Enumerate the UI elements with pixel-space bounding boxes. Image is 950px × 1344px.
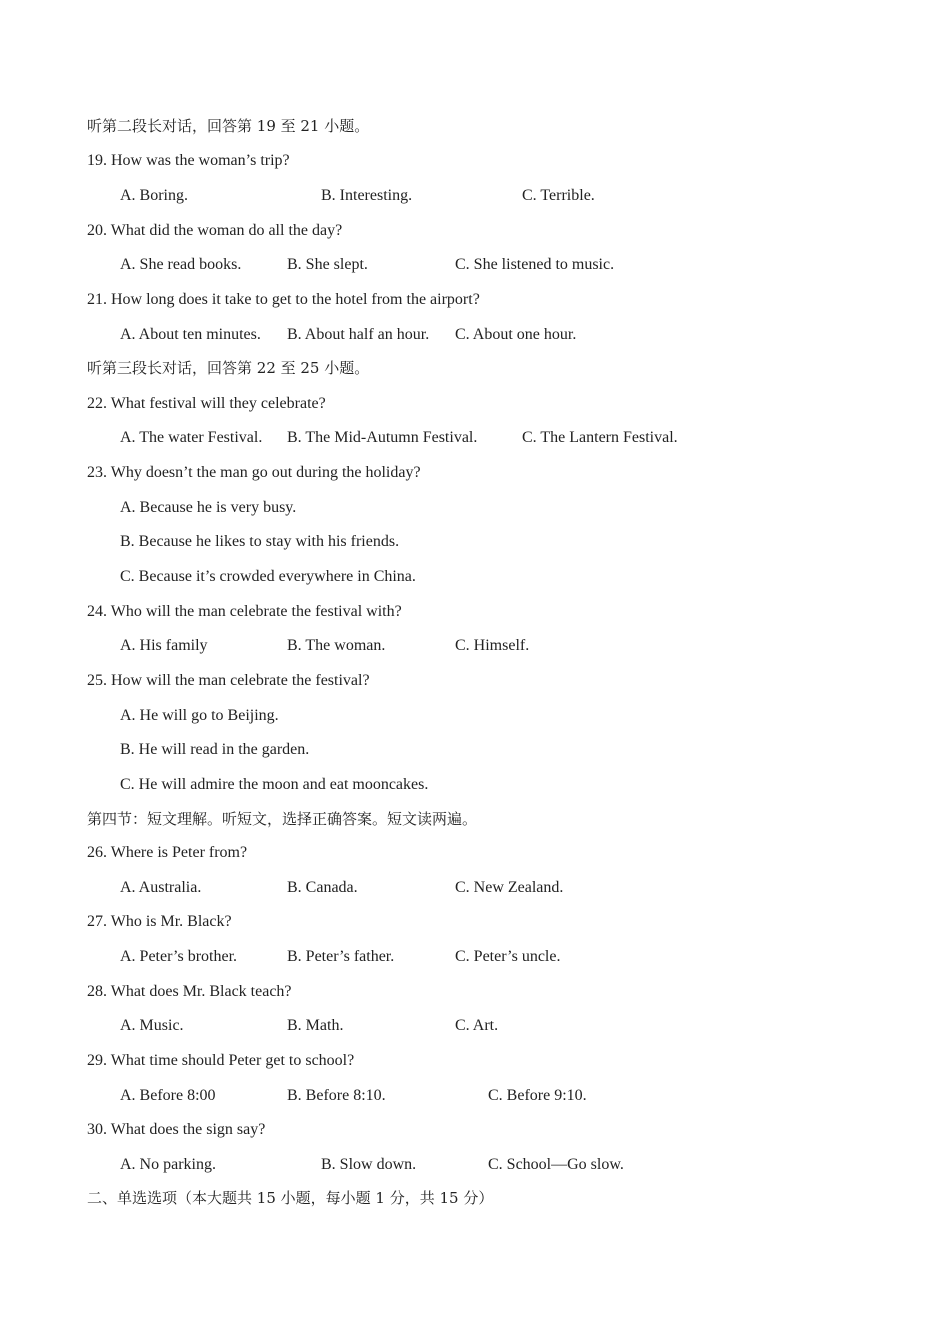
option-c: C. Because it’s crowded everywhere in China. [120, 568, 416, 585]
option-b: B. She slept. [287, 256, 368, 273]
question-stem: 26. Where is Peter from? [87, 844, 248, 861]
option-b: B. The Mid-Autumn Festival. [287, 429, 478, 446]
option-b: B. The woman. [287, 637, 386, 654]
option-c: C. Himself. [455, 637, 530, 654]
option-a: A. About ten minutes. [120, 326, 261, 343]
option-c: C. Before 9:10. [488, 1087, 587, 1104]
option-a: A. Because he is very busy. [120, 499, 297, 516]
option-a: A. His family [120, 637, 208, 654]
question-stem: 21. How long does it take to get to the hotel from the airport? [87, 291, 480, 308]
option-b: B. Math. [287, 1017, 344, 1034]
option-a: A. Boring. [120, 187, 188, 204]
option-c: C. School—Go slow. [488, 1156, 624, 1173]
option-c: C. He will admire the moon and eat mooncakes. [120, 776, 429, 793]
question-stem: 22. What festival will they celebrate? [87, 395, 326, 412]
option-a: A. Peter’s brother. [120, 948, 238, 965]
option-b: B. Canada. [287, 879, 358, 896]
option-b: B. He will read in the garden. [120, 741, 310, 758]
option-a: A. Australia. [120, 879, 202, 896]
option-a: A. Music. [120, 1017, 184, 1034]
option-a: A. The water Festival. [120, 429, 263, 446]
question-stem: 28. What does Mr. Black teach? [87, 983, 292, 1000]
option-b: B. About half an hour. [287, 326, 430, 343]
question-stem: 30. What does the sign say? [87, 1121, 266, 1138]
question-stem: 20. What did the woman do all the day? [87, 222, 343, 239]
option-a: A. No parking. [120, 1156, 216, 1173]
question-stem: 27. Who is Mr. Black? [87, 913, 232, 930]
question-stem: 25. How will the man celebrate the festival? [87, 672, 370, 689]
option-a: A. She read books. [120, 256, 242, 273]
question-stem: 19. How was the woman’s trip? [87, 152, 290, 169]
section-intro: 听第三段长对话，回答第 22 至 25 小题。 [87, 359, 370, 377]
option-c: C. She listened to music. [455, 256, 615, 273]
option-a: A. Before 8:00 [120, 1087, 216, 1104]
section-intro: 听第二段长对话，回答第 19 至 21 小题。 [87, 117, 370, 135]
option-c: C. About one hour. [455, 326, 577, 343]
option-c: C. Peter’s uncle. [455, 948, 561, 965]
option-c: C. New Zealand. [455, 879, 564, 896]
question-stem: 23. Why doesn’t the man go out during the holiday? [87, 464, 421, 481]
question-stem: 24. Who will the man celebrate the festival with? [87, 603, 402, 620]
option-c: C. The Lantern Festival. [522, 429, 678, 446]
section-intro: 第四节：短文理解。听短文，选择正确答案。短文读两遍。 [87, 810, 478, 828]
option-b: B. Slow down. [321, 1156, 417, 1173]
option-b: B. Before 8:10. [287, 1087, 386, 1104]
option-b: B. Interesting. [321, 187, 413, 204]
question-stem: 29. What time should Peter get to school? [87, 1052, 355, 1069]
option-a: A. He will go to Beijing. [120, 707, 279, 724]
option-c: C. Art. [455, 1017, 499, 1034]
part-heading: 二、单选选项（本大题共 15 小题，每小题 1 分，共 15 分） [87, 1189, 494, 1207]
option-c: C. Terrible. [522, 187, 595, 204]
option-b: B. Because he likes to stay with his friends. [120, 533, 400, 550]
option-b: B. Peter’s father. [287, 948, 395, 965]
